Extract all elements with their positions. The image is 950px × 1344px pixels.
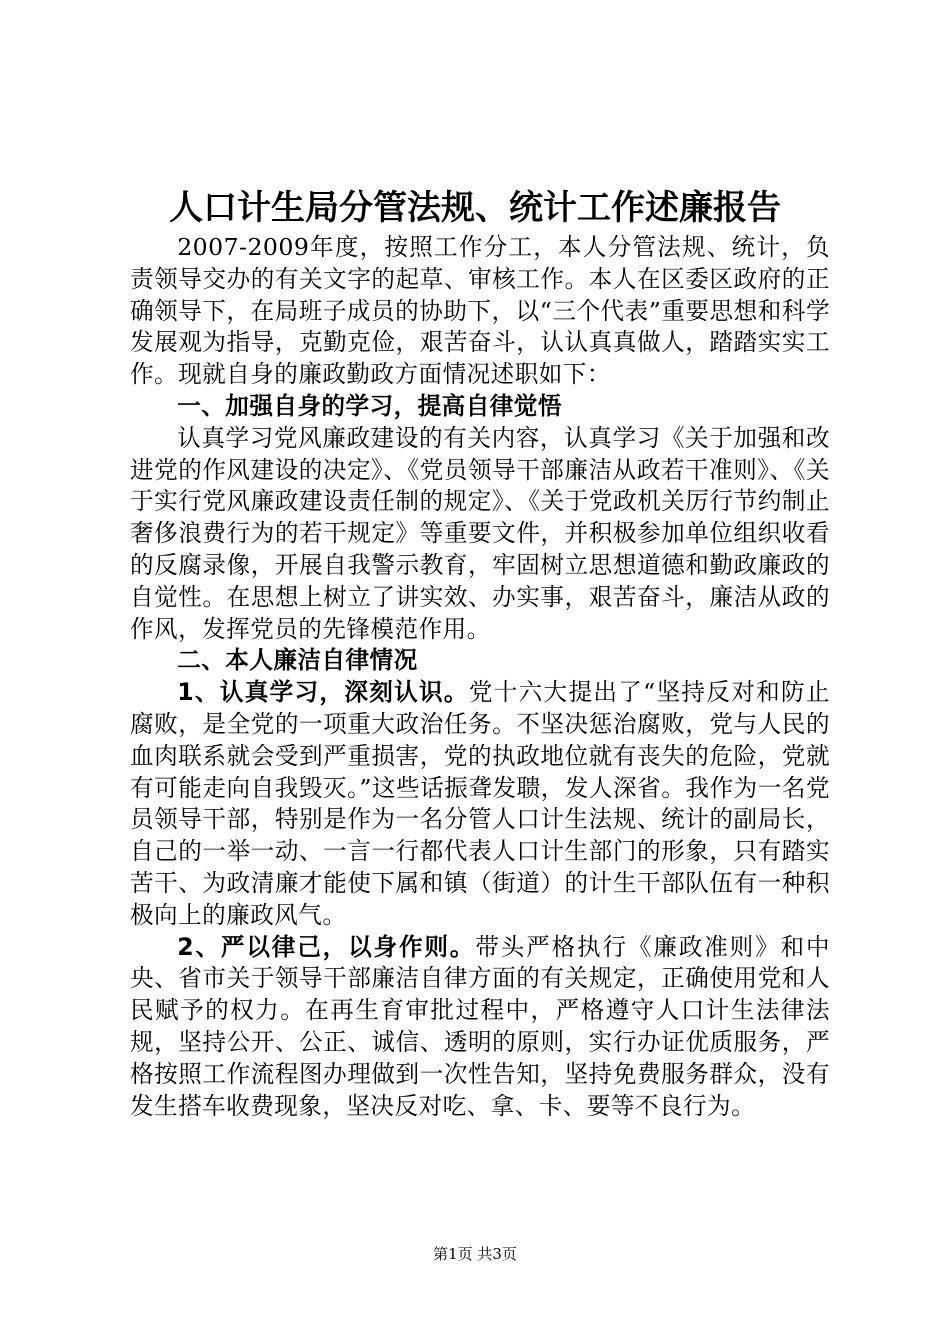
document-title: 人口计生局分管法规、统计工作述廉报告 <box>169 188 781 228</box>
subsection-2-body: 带头严格执行《廉政准则》和中央、省市关于领导干部廉洁自律方面的有关规定，正确使用党和人民赋予的权力。在再生育审批过程中，严格遵守人口计生法律法规，坚持公开、公正、诚信、透明的原则，实行办证优质服务，严格按照工作流程图办理做到一次性告知，坚持免费服务群众，没有发生搭车收费现象，坚决反对吃、拿、卡、要等不良行为。 <box>130 932 830 1120</box>
subsection-2-paragraph <box>130 932 830 1123</box>
section-heading-1: 一、加强自身的学习，提高自律觉悟 <box>177 391 562 420</box>
subsection-1-lead: 1、认真学习，深刻认识。 <box>177 678 469 707</box>
intro-paragraph: 2007-2009年度，按照工作分工，本人分管法规、统计，负责领导交办的有关文字的起草、审核工作。本人在区委区政府的正确领导下，在局班子成员的协助下，以“三个代表”重要思想和科学发展观为指导，克勤克俭，艰苦奋斗，认认真真做人，踏踏实实工作。现就自身的廉政勤政方面情况述职如下： <box>130 233 830 389</box>
subsection-1-paragraph <box>130 677 830 931</box>
section-1-paragraph: 认真学习党风廉政建设的有关内容，认真学习《关于加强和改进党的作风建设的决定》、《党员领导干部廉洁从政若干准则》、《关于实行党风廉政建设责任制的规定》、《关于党政机关厉行节约制止奢侈浪费行为的若干规定》等重要文件，并积极参加单位组织收看的反腐录像，开展自我警示教育，牢固树立思想道德和勤政廉政的自觉性。在思想上树立了讲实效、办实事，艰苦奋斗，廉洁从政的作风，发挥党员的先锋模范作用。 <box>130 423 830 643</box>
subsection-2-lead: 2、严以律己，以身作则。 <box>177 932 476 961</box>
section-heading-2: 二、本人廉洁自律情况 <box>177 646 418 675</box>
subsection-1-body: 党十六大提出了“坚持反对和防止腐败，是全党的一项重大政治任务。不坚决惩治腐败，党与人民的血肉联系就会受到严重损害，党的执政地位就有丧失的危险，党就有可能走向自我毁灭。”这些话振聋发聩，发人深省。我作为一名党员领导干部，特别是作为一名分管人口计生法规、统计的副局长，自己的一举一动、一言一行都代表人口计生部门的形象，只有踏实苦干、为政清廉才能使下属和镇（街道）的计生干部队伍有一种积极向上的廉政风气。 <box>130 678 830 929</box>
document-body <box>130 232 830 1122</box>
page-footer: 第1页 共3页 <box>433 1245 517 1263</box>
